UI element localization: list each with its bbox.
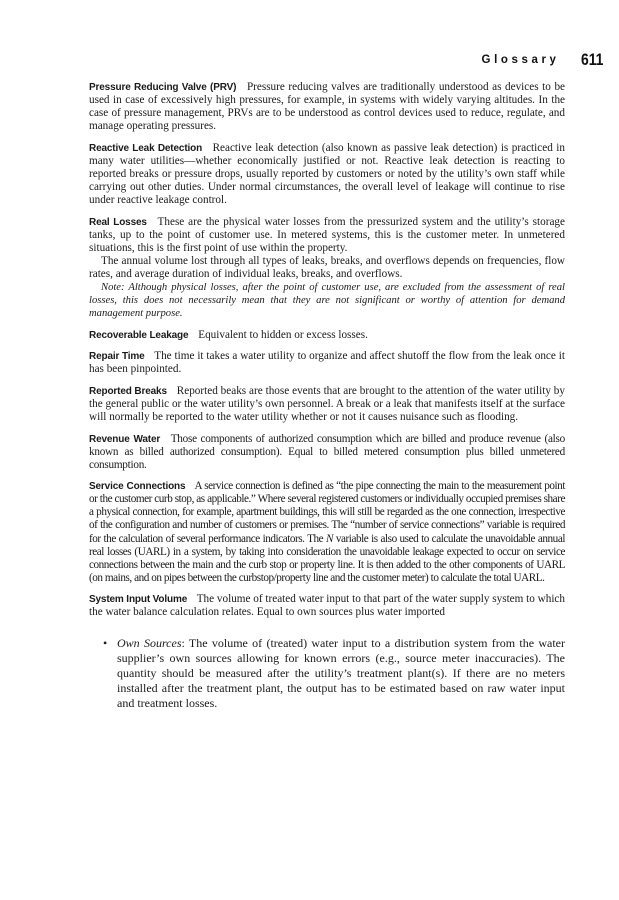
definition-reactive-leak-detection: Reactive leak detection (also known as passive leak detection) is practiced in many water utilities—whether economically justified or not. Reactive leak detection is reacting to reported breaks or pressure drops, usually reported by customers or noted by the utility’s own staff while carrying out other duties. Under normal circumstances, the overall level of leakage will continue to rise under reactive leakage control. [89, 141, 566, 207]
term-repair-time: Repair Time [89, 351, 145, 363]
term-system-input-volume: System Input Volume [89, 594, 188, 606]
definition-prv: Pressure reducing valves are traditionally understood as devices to be used in case of excessively high pressures, for example, in systems with widely varying altitudes. In the case of pressure management, PRVs are to be understood as control devices used to reduce, regulate, and manage operating pressures. [89, 81, 566, 133]
bullet-list [89, 636, 565, 712]
entry-prv [89, 81, 565, 133]
term-real-losses: Real Losses [89, 216, 147, 228]
definition-revenue-water: Those components of authorized consumption which are billed and produce revenue (also known as billed authorized consumption). Equal to billed metered consumption plus billed unmetered consumption. [89, 432, 565, 471]
definition-system-input-volume: The volume of treated water input to that part of the water supply system to which the water balance calculation relates. Equal to own sources plus water imported [89, 593, 565, 619]
section-title: Glossary [481, 53, 560, 66]
real-losses-note: Note: Although physical losses, after the point of customer use, are excluded from the assessment of real losses, this does not necessarily mean that they are not significant or worthy of attention for demand management purpose. [89, 282, 565, 320]
entry-system-input-volume [89, 593, 565, 711]
definition-repair-time: The time it takes a water utility to organize and affect shutoff the flow from the leak once it has been pinpointed. [89, 350, 565, 376]
term-reactive-leak-detection: Reactive Leak Detection [89, 142, 203, 154]
bullet-marker: • [103, 635, 108, 650]
bullet-own-sources [103, 635, 565, 712]
real-losses-paragraph-2: The annual volume lost through all types of leaks, breaks, and overflows depends on frequencies, flow rates, and average duration of individual leaks, breaks, and overflows. [89, 254, 565, 280]
page-number: 611 [580, 50, 603, 69]
term-prv: Pressure Reducing Valve (PRV) [89, 82, 237, 93]
entry-real-losses [89, 216, 565, 321]
term-recoverable-leakage: Recoverable Leakage [89, 329, 189, 341]
entry-repair-time [89, 350, 565, 376]
running-header [482, 44, 603, 68]
real-losses-paragraph-1 [89, 216, 565, 255]
variable-n: N [326, 532, 334, 545]
definition-own-sources: : The volume of (treated) water input to a distribution system from the water supplier’s own sources allowing for known errors (e.g., source meter inaccuracies). The quantity should be measured after the utility’s treatment plant(s). If there are no meters installed after the treatment plant, the output has to be estimated based on raw water input and treatment losses. [117, 635, 565, 711]
definition-reported-breaks: Reported beaks are those events that are brought to the attention of the water utility by the general public or the water utility’s own personnel. A break or a leak that manifests itself at the surface will normally be reported to the water utility whether or not it causes nuisance such as flooding. [89, 384, 565, 424]
entry-revenue-water [89, 433, 565, 472]
term-service-connections: Service Connections [89, 481, 186, 493]
definition-service-connections-part-1: A service connection is defined as “the pipe connecting the main to the measurement point or the customer curb stop, as applicable.” Where several registered customers or individually occupied premises share a physical connection, for example, apartment buildings, this will still be regarded as the one connection, irrespective of the configuration and number of customers or premises. The “number of service connections” variable is required for the calculation of several performance indicators. The [89, 480, 565, 545]
definition-recoverable-leakage: Equivalent to hidden or excess losses. [198, 328, 368, 341]
entry-service-connections [89, 480, 565, 585]
system-input-paragraph [89, 593, 565, 619]
definition-real-losses: These are the physical water losses from the pressurized system and the utility’s storage tanks, up to the point of customer use. In metered systems, this is the customer meter. In unmetered situations, this is the first point of use within the property. [89, 215, 565, 254]
entry-recoverable-leakage [89, 329, 565, 342]
term-reported-breaks: Reported Breaks [89, 385, 167, 397]
entry-reactive-leak-detection [89, 142, 565, 207]
entry-reported-breaks [89, 385, 565, 424]
glossary-body [89, 81, 565, 712]
term-own-sources: Own Sources [117, 635, 182, 650]
term-revenue-water: Revenue Water [89, 433, 161, 445]
definition-service-connections-part-2: variable is also used to calculate the unavoidable annual real losses (UARL) in a system, by taking into consideration the unavoidable leakage expected to occur on service connections between the main and the curb stop or property line. It is then added to the other components of UARL (on mains, and on pipes between the curbstop/property line and the customer meter) to calculate the total UARL. [89, 532, 566, 584]
